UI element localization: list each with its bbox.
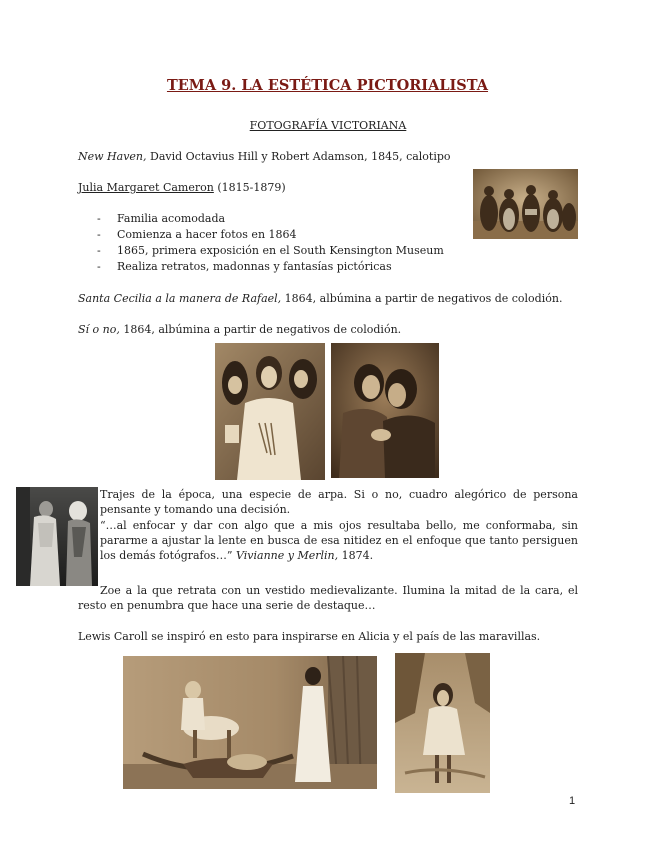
cameron-dates: (1815-1879) — [213, 181, 286, 194]
cameron-quote-paragraph — [100, 518, 578, 563]
medieval-scene-photo — [123, 656, 377, 789]
si-o-no-title: Sí o no, — [78, 323, 120, 336]
list-item: - 1865, primera exposición en el South Kensington Museum — [97, 243, 444, 259]
carroll-line: Lewis Caroll se inspiró en esto para inspirarse en Alicia y el país de las maravillas. — [78, 630, 541, 643]
list-item: - Comienza a hacer fotos en 1864 — [97, 227, 444, 243]
vivianne-merlin-year: 1874. — [338, 549, 374, 562]
new-haven-line — [78, 149, 451, 164]
new-haven-caption: David Octavius Hill y Robert Adamson, 1845, calotipo — [146, 150, 451, 163]
santa-cecilia-photo — [215, 343, 325, 480]
santa-cecilia-caption: 1864, albúmina a partir de negativos de colodión. — [281, 292, 563, 305]
list-item: - Realiza retratos, madonnas y fantasías pictóricas — [97, 259, 444, 275]
santa-cecilia-title: Santa Cecilia a la manera de Rafael, — [78, 292, 282, 305]
vivianne-merlin-title: Vivianne y Merlin, — [236, 549, 339, 562]
new-haven-title: New Haven, — [78, 150, 147, 163]
page-title: TEMA 9. LA ESTÉTICA PICTORIALISTA — [166, 77, 489, 94]
cameron-name: Julia Margaret Cameron — [78, 181, 214, 194]
page-number: 1 — [569, 795, 576, 807]
section-subtitle: FOTOGRAFÍA VICTORIANA — [249, 119, 407, 132]
si-o-no-photo — [331, 343, 439, 478]
vivianne-merlin-photo — [16, 487, 98, 586]
cameron-heading — [78, 180, 286, 195]
santa-cecilia-paragraph — [78, 291, 578, 306]
zoe-paragraph: Zoe a la que retrata con un vestido medievalizante. Ilumina la mitad de la cara, el resto en penumbra que hace una serie de destaque… — [78, 584, 578, 612]
alice-photo — [395, 653, 490, 793]
si-o-no-line — [78, 322, 401, 337]
si-o-no-caption: 1864, albúmina a partir de negativos de colodión. — [119, 323, 402, 336]
list-item: - Familia acomodada — [97, 211, 444, 227]
cameron-quote: “…al enfocar y dar con algo que a mis ojos resultaba bello, me conformaba, sin pararme a ajustar la lente en busca de esa nitidez en el enfoque que tanto persiguen los demás fotógrafos…” — [100, 519, 578, 562]
cameron-bullet-list — [97, 211, 444, 275]
new-haven-photo — [473, 169, 578, 239]
trajes-paragraph: Trajes de la época, una especie de arpa. Si o no, cuadro alegórico de persona pensante y tomando una decisión. — [100, 488, 578, 516]
